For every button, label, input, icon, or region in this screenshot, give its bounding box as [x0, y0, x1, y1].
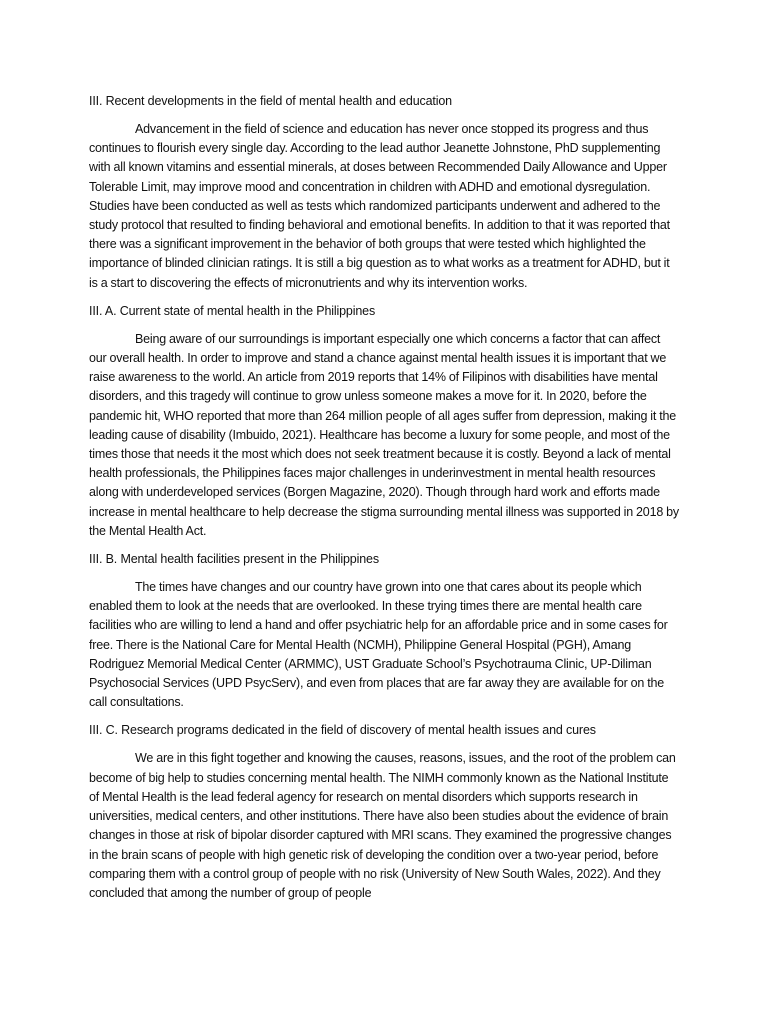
- document-body: [89, 92, 679, 912]
- section-heading-current-state: III. A. Current state of mental health in the Philippines: [89, 303, 376, 318]
- paragraph-research-programs: We are in this fight together and knowing the causes, reasons, issues, and the root of the problem can become of big help to studies concerning mental health. The NIMH commonly known as the National Institute of Mental Health is the lead federal agency for research on mental disorders which supports research in universities, medical centers, and other institutions. There have also been studies about the evidence of brain changes in those at risk of bipolar disorder captured with MRI scans. They examined the progressive changes in the brain scans of people with high genetic risk of developing the condition over a two-year period, before comparing them with a control group of people with no risk (University of New South Wales, 2022). And they concluded that among the number of group of people: [89, 751, 676, 900]
- section-heading-research-programs: III. C. Research programs dedicated in the field of discovery of mental health issues and cures: [89, 723, 596, 738]
- section-heading-facilities: III. B. Mental health facilities present in the Philippines: [89, 552, 379, 567]
- paragraph-recent-developments: Advancement in the field of science and education has never once stopped its progress and thus continues to flourish every single day. According to the lead author Jeanette Johnstone, PhD supplementing with all known vitamins and essential minerals, at doses between Recommended Daily Allowance and Upper Tolerable Limit, may improve mood and concentration in children with ADHD and emotional dysregulation. Studies have been conducted as well as tests which randomized participants underwent and adhered to the study protocol that resulted to finding behavioral and emotional benefits. In addition to that it was reported that there was a significant improvement in the behavior of both groups that were tested which highlighted the importance of blinded clinician ratings. It is still a big question as to what works as a treatment for ADHD, but it is a start to discovering the effects of micronutrients and why its intervention works.: [89, 122, 670, 290]
- section-heading-recent-developments: III. Recent developments in the field of mental health and education: [89, 94, 452, 108]
- paragraph-current-state: Being aware of our surroundings is important especially one which concerns a factor that can affect our overall health. In order to improve and stand a chance against mental health issues it is important that we raise awareness to the world. An article from 2019 reports that 14% of Filipinos with disabilities have mental disorders, and this tragedy will continue to grow unless someone makes a move for it. In 2020, before the pandemic hit, WHO reported that more than 264 million people of all ages suffer from depression, making it the leading cause of disability (Imbuido, 2021). Healthcare has become a luxury for some people, and most of the times those that needs it the most which does not seek treatment because it is costly. Beyond a lack of mental health professionals, the Philippines faces major challenges in underinvestment in mental health resources along with underdeveloped services (Borgen Magazine, 2020). Though through hard work and efforts made increase in mental healthcare to help decrease the stigma surrounding mental illness was supported in 2018 by the Mental Health Act.: [89, 331, 679, 538]
- paragraph-facilities: The times have changes and our country have grown into one that cares about its people which enabled them to look at the needs that are overlooked. In these trying times there are mental health care facilities who are willing to lend a hand and offer psychiatric help for an affordable price and in some cases for free. There is the National Care for Mental Health (NCMH), Philippine General Hospital (PGH), Amang Rodriguez Memorial Medical Center (ARMMC), UST Graduate School’s Psychotrauma Clinic, UP-Diliman Psychosocial Services (UPD PsycServ), and even from places that are far away they are available for on the call consultations.: [89, 580, 668, 710]
